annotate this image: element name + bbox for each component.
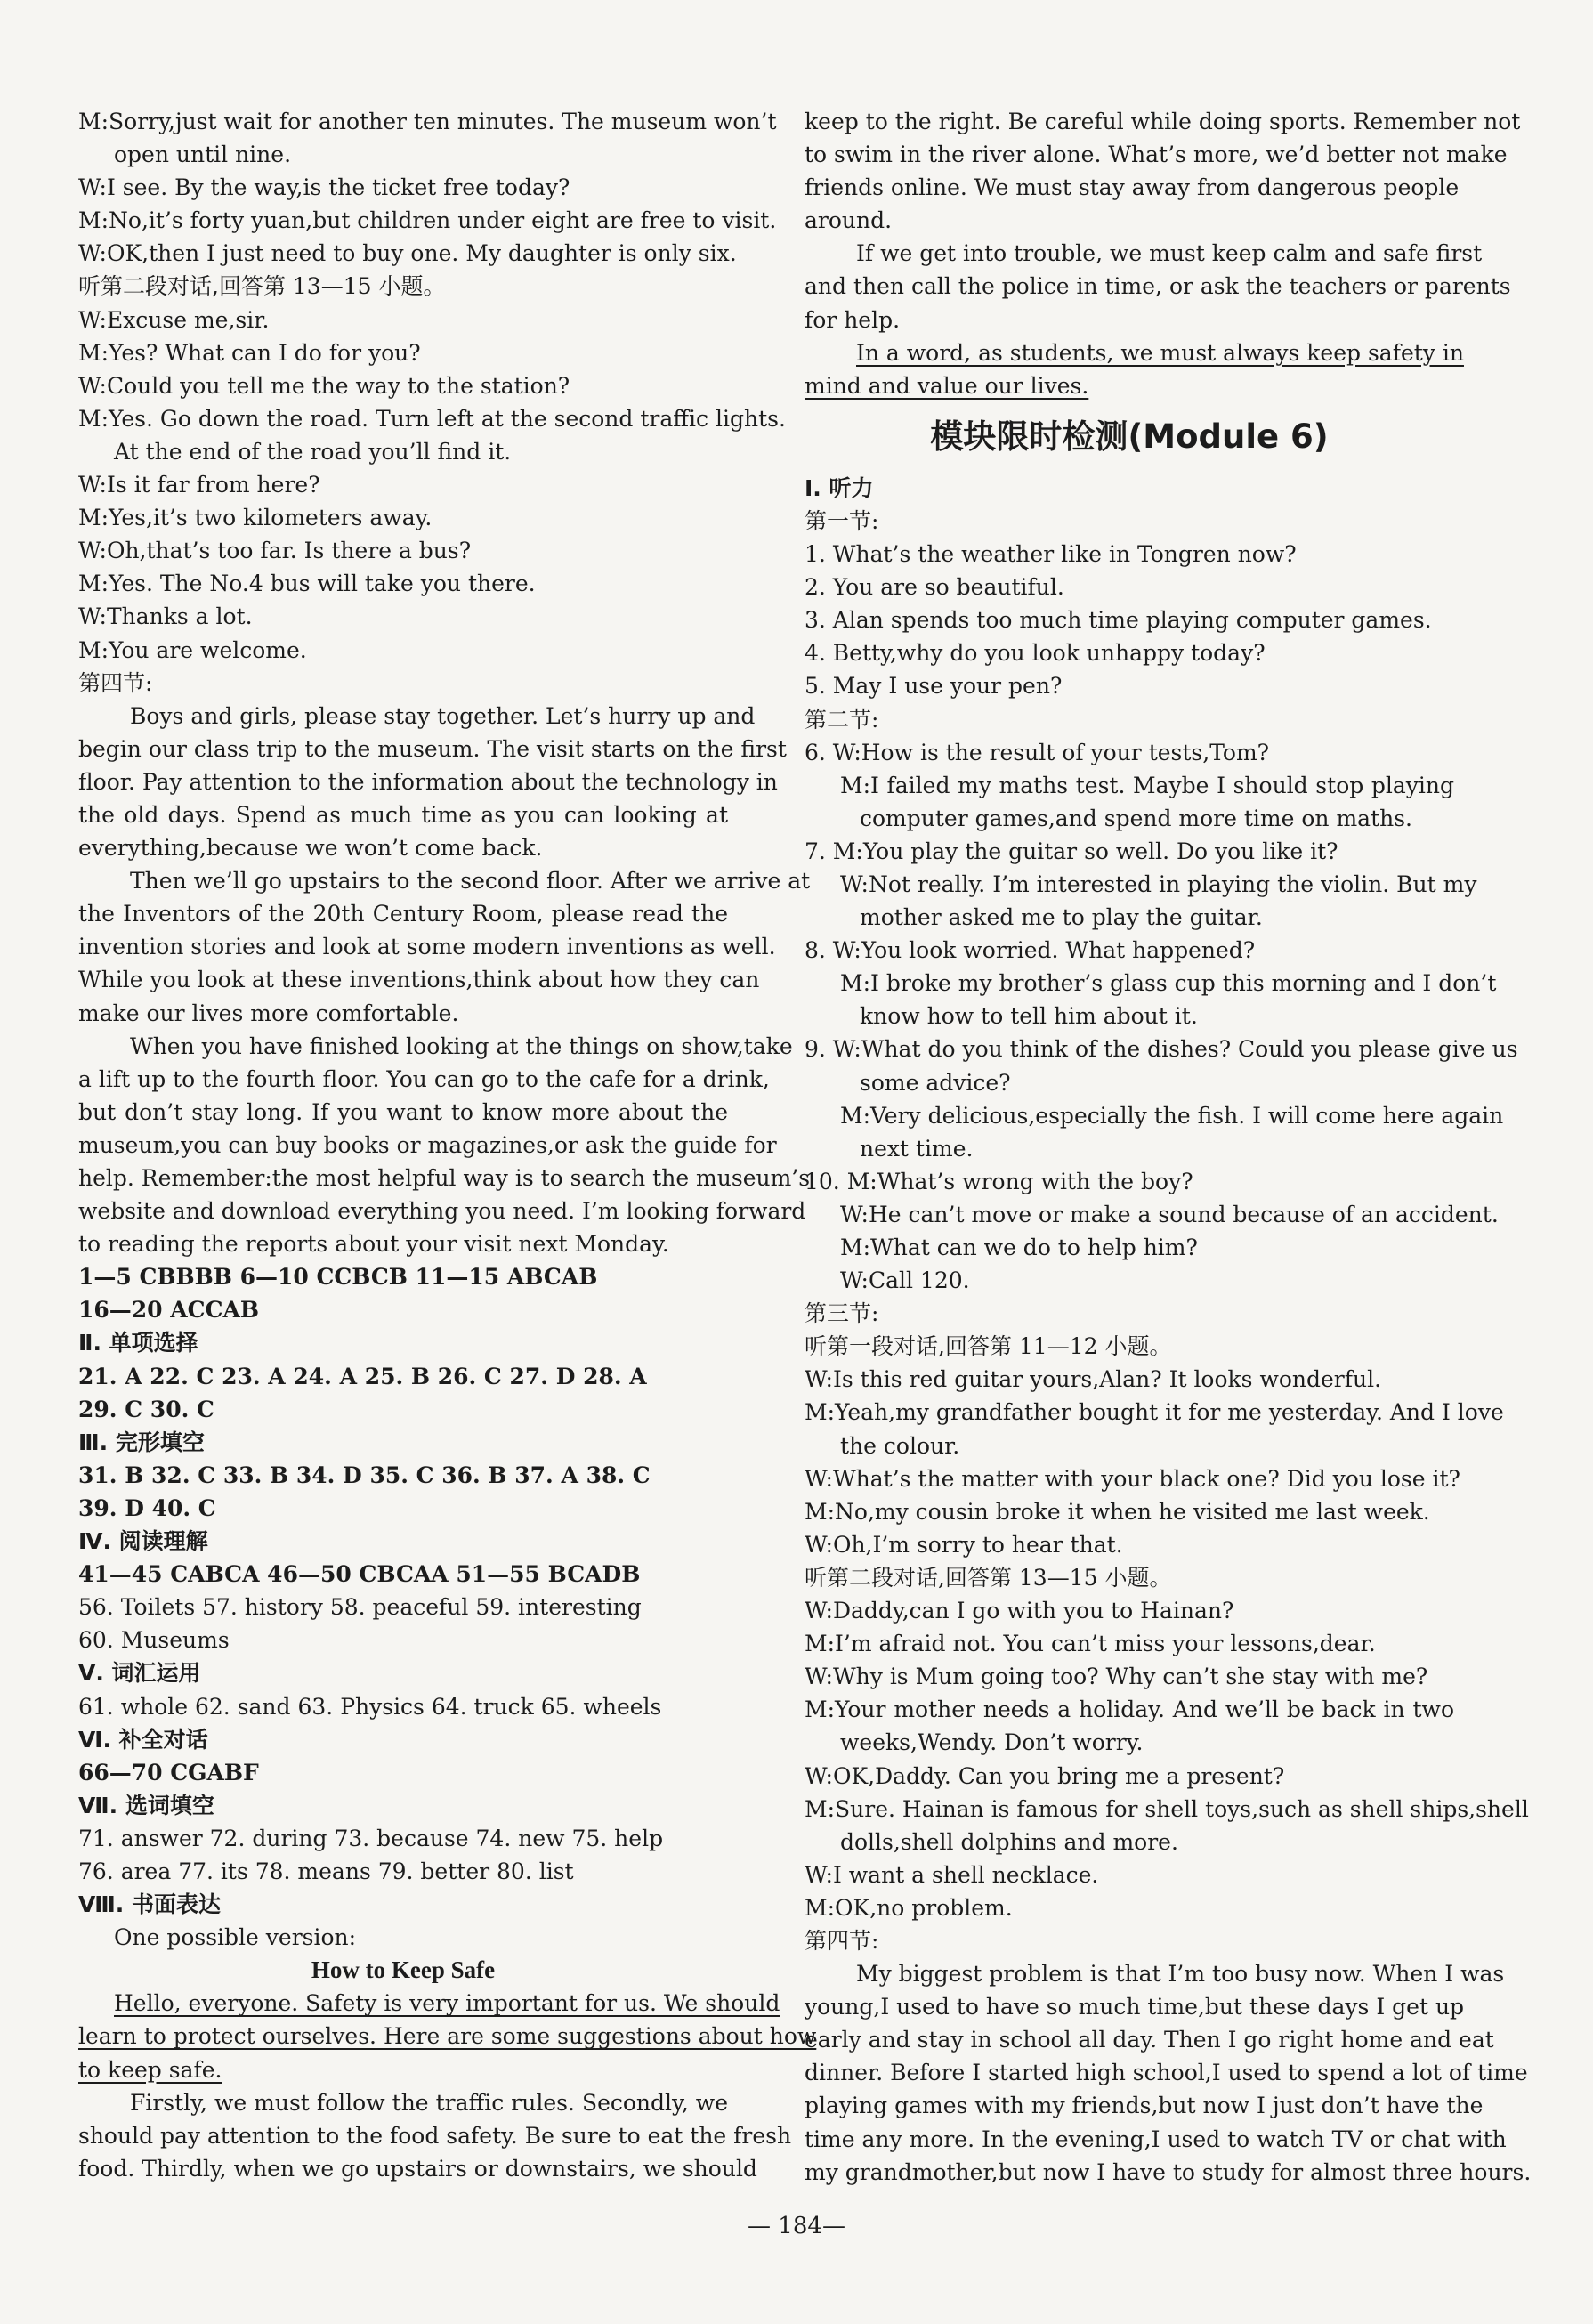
left-column-line: 56. Toilets 57. history 58. peaceful 59. interesting [78, 1594, 642, 1621]
left-column-line: to reading the reports about your visit next Monday. [78, 1231, 669, 1258]
left-column-line: Ⅲ. 完形填空 [78, 1429, 205, 1455]
right-column-line: around. [805, 207, 893, 234]
right-column-line: mother asked me to play the guitar. [860, 904, 1263, 931]
right-column-line: W:Daddy,can I go with you to Hainan? [805, 1598, 1234, 1624]
left-column-line: 66—70 CGABF [78, 1759, 259, 1786]
right-column-line: W:Oh,I’m sorry to hear that. [805, 1531, 1123, 1558]
left-column-line: M:Sorry,just wait for another ten minutes. The museum won’t [78, 109, 777, 134]
left-column-line: should pay attention to the food safety. Be sure to eat the fresh [78, 2122, 792, 2149]
left-column-line: 39. D 40. C [78, 1494, 216, 1521]
left-column-line: invention stories and look at some modern inventions as well. [78, 934, 776, 960]
left-column-line: to keep safe. [78, 2056, 222, 2083]
right-column-line: M:I failed my maths test. Maybe I should stop playing [840, 772, 1454, 798]
right-column-line: computer games,and spend more time on maths. [860, 805, 1412, 831]
left-column-line: open until nine. [114, 142, 292, 168]
left-column-line: the old days. Spend as much time as you can looking at [78, 801, 728, 828]
left-column-line: M:Yes,it’s two kilometers away. [78, 505, 433, 531]
right-column-line: My biggest problem is that I’m too busy now. When I was [856, 1961, 1505, 1988]
right-column-line: dinner. Before I started high school,I used to spend a lot of time [805, 2060, 1528, 2086]
right-column-line: 9. W:What do you think of the dishes? Could you please give us [805, 1036, 1518, 1063]
left-column-line: Firstly, we must follow the traffic rules. Secondly, we [130, 2089, 728, 2116]
left-column-line: W:Could you tell me the way to the station? [78, 372, 570, 399]
right-column-line: W:Is this red guitar yours,Alan? It looks wonderful. [805, 1366, 1382, 1393]
right-column-line: M:I’m afraid not. You can’t miss your lessons,dear. [805, 1631, 1376, 1657]
left-column-line: food. Thirdly, when we go upstairs or downstairs, we should [78, 2155, 757, 2182]
left-column-line: At the end of the road you’ll find it. [114, 438, 512, 465]
right-column-line: 4. Betty,why do you look unhappy today? [805, 640, 1266, 667]
right-column-line: If we get into trouble, we must keep calm and safe first [856, 240, 1483, 267]
left-column-line: floor. Pay attention to the information about the technology in [78, 768, 778, 795]
left-column-line: W:Oh,that’s too far. Is there a bus? [78, 538, 472, 564]
left-column-line: 31. B 32. C 33. B 34. D 35. C 36. B 37. A 38. C [78, 1462, 651, 1488]
right-column-line: W:Not really. I’m interested in playing the violin. But my [840, 870, 1477, 897]
left-column-line: M:Yes. Go down the road. Turn left at the second traffic lights. [78, 405, 786, 432]
right-column-line: In a word, as students, we must always keep safety in [856, 339, 1464, 366]
left-column-line: Ⅶ. 选词填空 [78, 1792, 214, 1818]
left-column-line: learn to protect ourselves. Here are some suggestions about how [78, 2023, 817, 2050]
left-column-line: M:Yes? What can I do for you? [78, 339, 421, 366]
left-column-line: everything,because we won’t come back. [78, 835, 543, 862]
right-column-line: W:Call 120. [840, 1267, 970, 1294]
right-column-line: 模块限时检测(Module 6) [930, 417, 1329, 456]
left-column-line: W:Thanks a lot. [78, 603, 253, 630]
right-column-line: young,I used to have so much time,but these days I get up [805, 1994, 1465, 2020]
left-column-line: 听第二段对话,回答第 13—15 小题。 [78, 273, 446, 300]
right-column-line: M:What can we do to help him? [840, 1235, 1198, 1260]
left-column-line: M:You are welcome. [78, 636, 307, 663]
left-column-line: While you look at these inventions,think about how they can [78, 967, 760, 993]
right-column-line: 3. Alan spends too much time playing computer games. [805, 607, 1432, 634]
right-column-line: Ⅰ. 听力 [805, 474, 874, 501]
right-column-line: keep to the right. Be careful while doing sports. Remember not [805, 109, 1521, 134]
right-column-line: 8. W:You look worried. What happened? [805, 937, 1256, 964]
right-column-line: W:OK,Daddy. Can you bring me a present? [805, 1762, 1285, 1789]
right-column-line: for help. [805, 306, 901, 333]
right-column-line: 5. May I use your pen? [805, 673, 1063, 700]
left-column-line: 41—45 CABCA 46—50 CBCAA 51—55 BCADB [78, 1561, 641, 1588]
left-column-line: 60. Museums [78, 1627, 230, 1654]
left-column-line: but don’t stay long. If you want to know more about the [78, 1098, 728, 1125]
right-column-line: know how to tell him about it. [860, 1003, 1198, 1030]
left-column-line: W:I see. By the way,is the ticket free today? [78, 174, 570, 201]
right-column-line: M:Yeah,my grandfather bought it for me yesterday. And I love [805, 1399, 1504, 1426]
left-column-line: 61. whole 62. sand 63. Physics 64. truck 65. wheels [78, 1693, 662, 1720]
left-column-line: 71. answer 72. during 73. because 74. new 75. help [78, 1825, 664, 1851]
right-column-line: and then call the police in time, or ask the teachers or parents [805, 273, 1511, 300]
right-column-line: playing games with my friends,but now I just don’t have the [805, 2093, 1484, 2119]
right-column-line: 第一节: [805, 507, 879, 534]
right-column-line: dolls,shell dolphins and more. [840, 1828, 1178, 1855]
left-column-line: Ⅱ. 单项选择 [78, 1330, 198, 1356]
left-column-line: Ⅵ. 补全对话 [78, 1726, 208, 1753]
right-column-line: 7. M:You play the guitar so well. Do you like it? [805, 838, 1338, 864]
left-column-line: Boys and girls, please stay together. Let’s hurry up and [130, 702, 756, 729]
left-column-line: How to Keep Safe [311, 1956, 496, 1984]
right-column-line: M:Very delicious,especially the fish. I will come here again [840, 1102, 1504, 1129]
right-column-line: time any more. In the evening,I used to watch TV or chat with [805, 2126, 1507, 2152]
right-column-line: next time. [860, 1135, 974, 1162]
right-column-line: 第三节: [805, 1300, 879, 1327]
left-column-line: M:No,it’s forty yuan,but children under eight are free to visit. [78, 207, 777, 234]
right-column-line: M:Sure. Hainan is famous for shell toys,such as shell ships,shell [805, 1795, 1529, 1822]
right-column [805, 105, 1532, 2189]
left-column-line: 21. A 22. C 23. A 24. A 25. B 26. C 27. D 28. A [78, 1363, 647, 1389]
left-column-line: Ⅳ. 阅读理解 [78, 1528, 208, 1555]
right-column-line: to swim in the river alone. What’s more, we’d better not make [805, 142, 1508, 168]
left-column-line: Then we’ll go upstairs to the second floor. After we arrive at [130, 868, 811, 895]
right-column-line: M:I broke my brother’s glass cup this morning and I don’t [840, 970, 1497, 997]
left-column-line: 76. area 77. its 78. means 79. better 80. list [78, 1858, 574, 1884]
left-column-line: the Inventors of the 20th Century Room, please read the [78, 901, 728, 927]
right-column-line: some advice? [860, 1069, 1011, 1096]
right-column-line: 听第二段对话,回答第 13—15 小题。 [805, 1564, 1172, 1591]
right-column-line: M:No,my cousin broke it when he visited me last week. [805, 1498, 1430, 1525]
left-column-line: 29. C 30. C [78, 1396, 214, 1422]
left-column-line: museum,you can buy books or magazines,or ask the guide for [78, 1131, 777, 1158]
left-column-line: Ⅷ. 书面表达 [78, 1891, 222, 1918]
left-column-line: When you have finished looking at the things on show,take [130, 1032, 793, 1059]
right-column-line: weeks,Wendy. Don’t worry. [840, 1729, 1144, 1756]
left-column-line: W:OK,then I just need to buy one. My daughter is only six. [78, 240, 737, 267]
right-column-line: mind and value our lives. [805, 372, 1089, 399]
left-column-line: 1—5 CBBBB 6—10 CCBCB 11—15 ABCAB [78, 1264, 598, 1291]
right-column-line: friends online. We must stay away from dangerous people [805, 174, 1460, 201]
left-column-line: a lift up to the fourth floor. You can go to the cafe for a drink, [78, 1065, 770, 1092]
right-column-line: W:He can’t move or make a sound because of an accident. [840, 1201, 1499, 1227]
left-column-line: 第四节: [78, 669, 153, 696]
left-column-line: Hello, everyone. Safety is very important for us. We should [114, 1990, 780, 2017]
right-column-line: M:OK,no problem. [805, 1894, 1013, 1921]
right-column-line: 听第一段对话,回答第 11—12 小题。 [805, 1333, 1172, 1360]
right-column-line: early and stay in school all day. Then I go right home and eat [805, 2027, 1494, 2053]
right-column-line: 第二节: [805, 706, 879, 733]
right-column-line: 6. W:How is the result of your tests,Tom? [805, 739, 1270, 765]
right-column-line: W:What’s the matter with your black one? Did you lose it? [805, 1465, 1460, 1492]
left-column-line: 16—20 ACCAB [78, 1297, 260, 1324]
right-column-line: W:I want a shell necklace. [805, 1861, 1099, 1888]
right-column-line: W:Why is Mum going too? Why can’t she stay with me? [805, 1664, 1428, 1690]
right-column-line: 2. You are so beautiful. [805, 574, 1064, 601]
left-column-line: Ⅴ. 词汇运用 [78, 1660, 201, 1687]
right-column-line: 1. What’s the weather like in Tongren now? [805, 541, 1297, 568]
left-column-line: help. Remember:the most helpful way is to search the museum’s [78, 1165, 811, 1191]
left-column-line: W:Excuse me,sir. [78, 306, 270, 333]
right-column-line: 第四节: [805, 1927, 879, 1954]
page-number: — 184— [748, 2213, 845, 2239]
right-column-line: 10. M:What’s wrong with the boy? [805, 1168, 1193, 1194]
right-column-line: my grandmother,but now I have to study for almost three hours. [805, 2158, 1532, 2185]
left-column-line: website and download everything you need. I’m looking forward [78, 1198, 806, 1225]
left-column-line: W:Is it far from here? [78, 472, 320, 498]
left-column-line: make our lives more comfortable. [78, 1000, 459, 1026]
left-column [78, 105, 817, 2185]
left-column-line: M:Yes. The No.4 bus will take you there. [78, 571, 536, 597]
right-column-line: the colour. [840, 1432, 960, 1459]
left-column-line: begin our class trip to the museum. The visit starts on the first [78, 735, 787, 762]
left-column-line: One possible version: [114, 1924, 357, 1951]
right-column-line: M:Your mother needs a holiday. And we’ll be back in two [805, 1696, 1454, 1723]
